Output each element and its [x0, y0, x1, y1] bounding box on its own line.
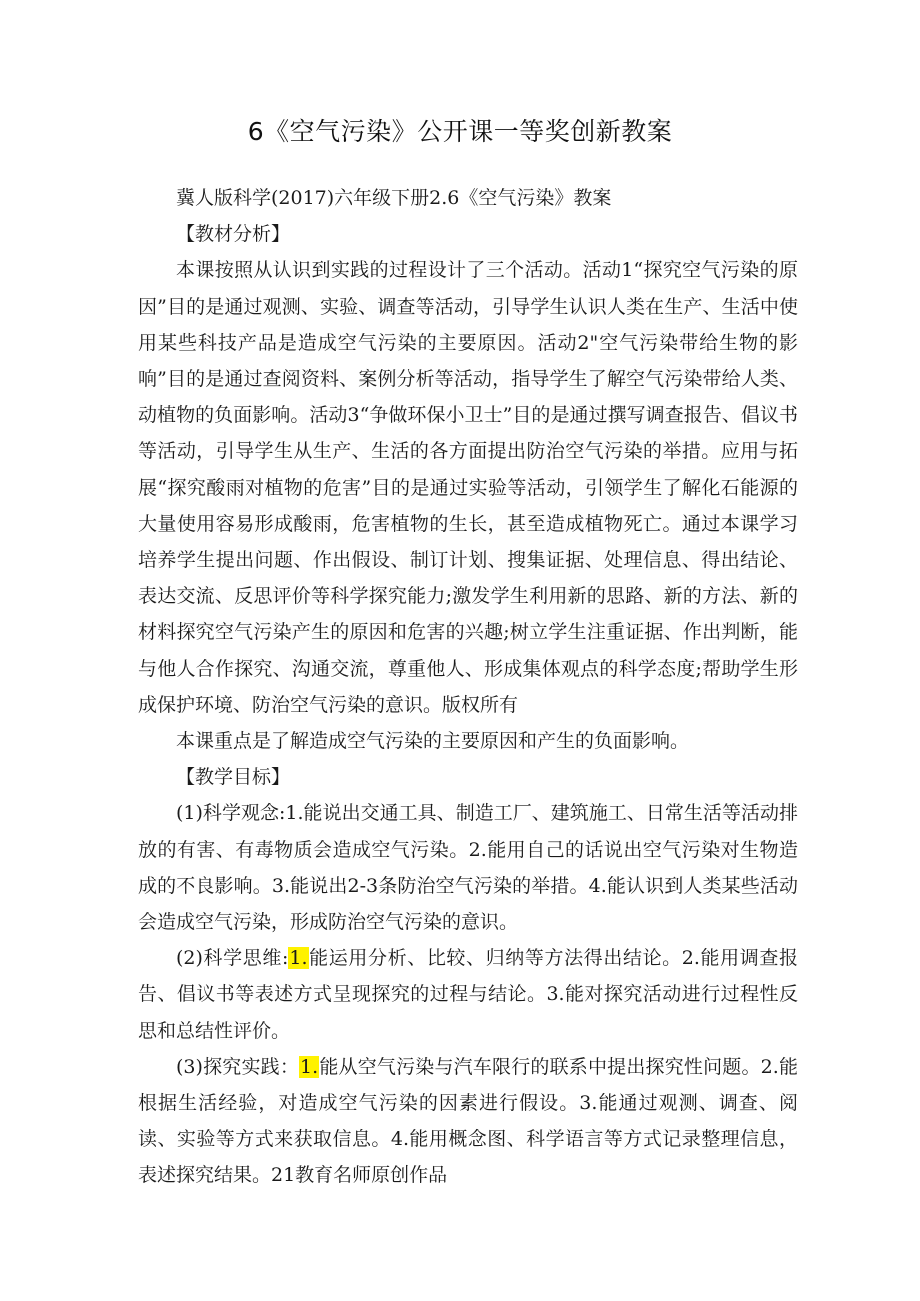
- section-heading-goals: 【教学目标】: [176, 766, 291, 789]
- goal-science-concept: (1)科学观念:1.能说出交通工具、制造工厂、建筑施工、日常生活等活动排放的有害、有毒物质会造成空气污染。2.能用自己的话说出空气污染对生物造成的不良影响。3.能说出2-3条防治空气污染的举措。4.能认识到人类某些活动会造成空气污染，形成防治空气污染的意识。: [138, 802, 798, 934]
- goal-inquiry-practice-text: 能从空气污染与汽车限行的联系中提出探究性问题。2.能根据生活经验，对造成空气污染的因素进行假设。3.能通过观测、调查、阅读、实验等方式来获取信息。4.能用概念图、科学语言等方式记录整理信息，表述探究结果。21教育名师原创作品: [138, 1055, 798, 1187]
- material-analysis-paragraph: 本课按照从认识到实践的过程设计了三个活动。活动1“探究空气污染的原因”目的是通过观测、实验、调查等活动，引导学生认识人类在生产、生活中使用某些科技产品是造成空气污染的主要原因。活动2"空气污染带给生物的影响”目的是通过查阅资料、案例分析等活动，指导学生了解空气污染带给人类、动植物的负面影响。活动3“争做环保小卫士”目的是通过撰写调查报告、倡议书等活动，引导学生从生产、生活的各方面提出防治空气污染的举措。应用与拓展“探究酸雨对植物的危害”目的是通过实验等活动，引领学生了解化石能源的大量使用容易形成酸雨，危害植物的生长，甚至造成植物死亡。通过本课学习培养学生提出问题、作出假设、制订计划、搜集证据、处理信息、得出结论、表达交流、反思评价等科学探究能力;激发学生利用新的思路、新的方法、新的材料探究空气污染产生的原因和危害的兴趣;树立学生注重证据、作出判断，能与他人合作探究、沟通交流，尊重他人、形成集体观点的科学态度;帮助学生形成保护环境、防治空气污染的意识。版权所有: [138, 259, 798, 716]
- goal-science-thinking-prefix: (2)科学思维:: [176, 947, 289, 970]
- goal-science-thinking-text: 能运用分析、比较、归纳等方法得出结论。2.能用调查报告、倡议书等表述方式呈现探究的过程与结论。3.能对探究活动进行过程性反思和总结性评价。: [138, 947, 798, 1042]
- goal-inquiry-practice-prefix: (3)探究实践：: [176, 1055, 300, 1078]
- goal-inquiry-practice: [138, 1049, 798, 1194]
- document-body: [138, 180, 798, 1194]
- highlighted-marker: 1.: [289, 947, 308, 970]
- section-heading-material: 【教材分析】: [176, 223, 291, 246]
- document-subtitle: 冀人版科学(2017)六年级下册2.6《空气污染》教案: [176, 187, 612, 209]
- goal-science-thinking: [138, 940, 798, 1049]
- key-point-paragraph: 本课重点是了解造成空气污染的主要原因和产生的负面影响。: [176, 730, 690, 753]
- document-title: 6《空气污染》公开课一等奖创新教案: [247, 117, 673, 146]
- highlighted-marker: 1.: [300, 1055, 319, 1078]
